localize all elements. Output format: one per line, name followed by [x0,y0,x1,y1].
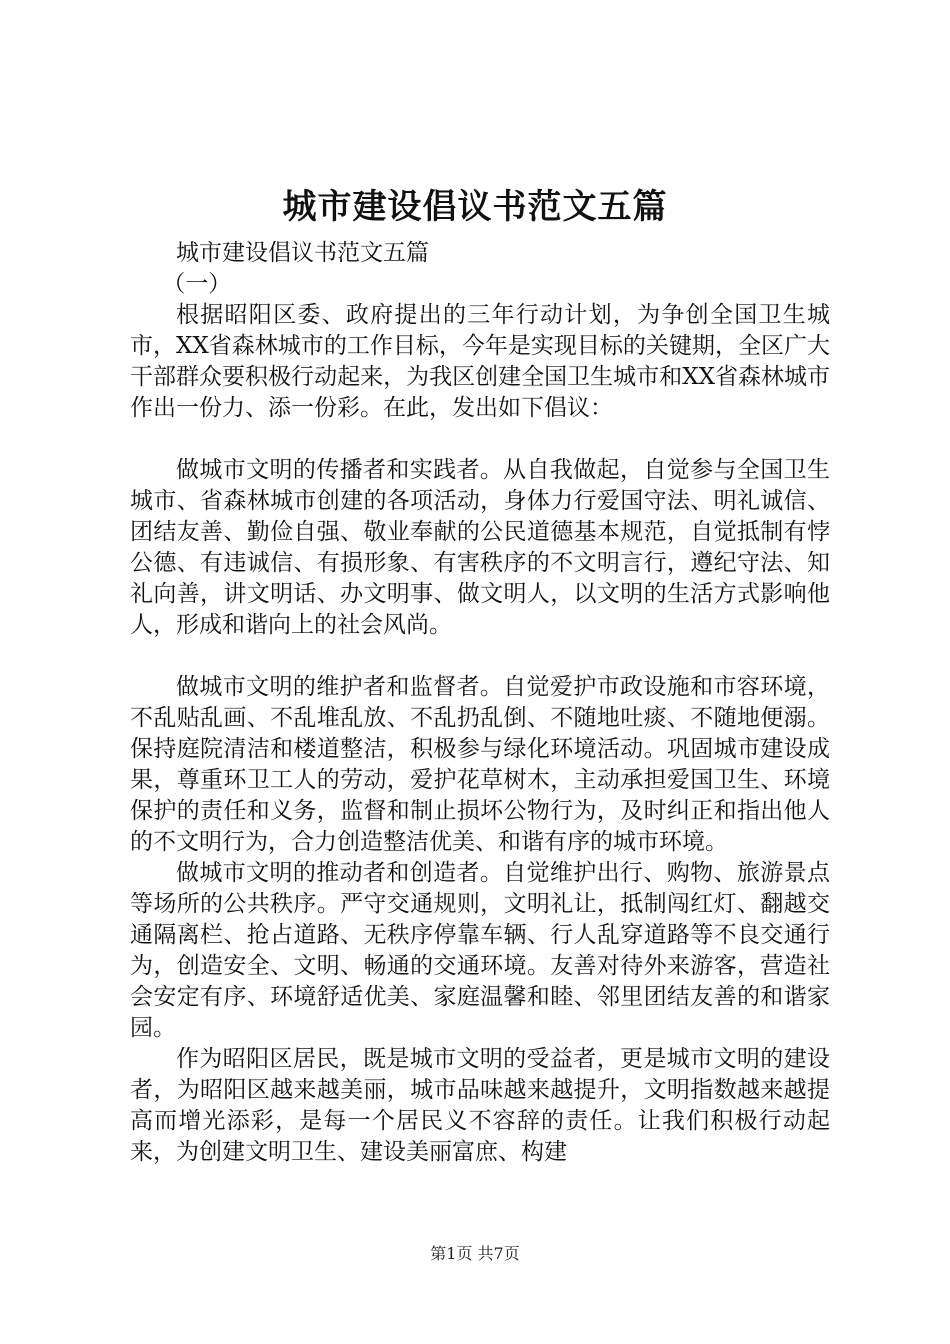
paragraph-guardian: 做城市文明的维护者和监督者。自觉爱护市政设施和市容环境，不乱贴乱画、不乱堆乱放、不乱扔乱倒、不随地吐痰、不随地便溺。保持庭院清洁和楼道整洁，积极参与绿化环境活动。巩固城市建设成果，尊重环卫工人的劳动，爱护花草树木，主动承担爱国卫生、环境保护的责任和义务，监督和制止损坏公物行为，及时纠正和指出他人的不文明行为，合力创造整洁优美、和谐有序的城市环境。 [130,674,830,855]
page-indicator: 第1页 共7页 [430,1244,520,1263]
section-marker: （一） [162,271,232,297]
paragraph-propagator: 做城市文明的传播者和实践者。从自我做起，自觉参与全国卫生城市、省森林城市创建的各项活动，身体力行爱国守法、明礼诚信、团结友善、勤俭自强、敬业奉献的公民道德基本规范，自觉抵制有悖公德、有违诚信、有损形象、有害秩序的不文明言行，遵纪守法、知礼向善，讲文明话、办文明事、做文明人，以文明的生活方式影响他人，形成和谐向上的社会风尚。 [130,457,830,638]
paragraph-promoter: 做城市文明的推动者和创造者。自觉维护出行、购物、旅游景点等场所的公共秩序。严守交通规则，文明礼让，抵制闯红灯、翻越交通隔离栏、抢占道路、无秩序停靠车辆、行人乱穿道路等不良交通行为，创造安全、文明、畅通的交通环境。友善对待外来游客，营造社会安定有序、环境舒适优美、家庭温馨和睦、邻里团结友善的和谐家园。 [130,860,830,1041]
document-subtitle: 城市建设倡议书范文五篇 [176,240,429,266]
document-title: 城市建设倡议书范文五篇 [282,187,668,227]
paragraph-intro: 根据昭阳区委、政府提出的三年行动计划，为争创全国卫生城市，XX省森林城市的工作目标，今年是实现目标的关键期，全区广大干部群众要积极行动起来，为我区创建全国卫生城市和XX省森林城市作出一份力、添一份彩。在此，发出如下倡议： [130,302,830,421]
paragraph-residents: 作为昭阳区居民，既是城市文明的受益者，更是城市文明的建设者，为昭阳区越来越美丽，城市品味越来越提升，文明指数越来越提高而增光添彩，是每一个居民义不容辞的责任。让我们积极行动起来，为创建文明卫生、建设美丽富庶、构建 [130,1046,830,1165]
document-body [130,238,830,1168]
